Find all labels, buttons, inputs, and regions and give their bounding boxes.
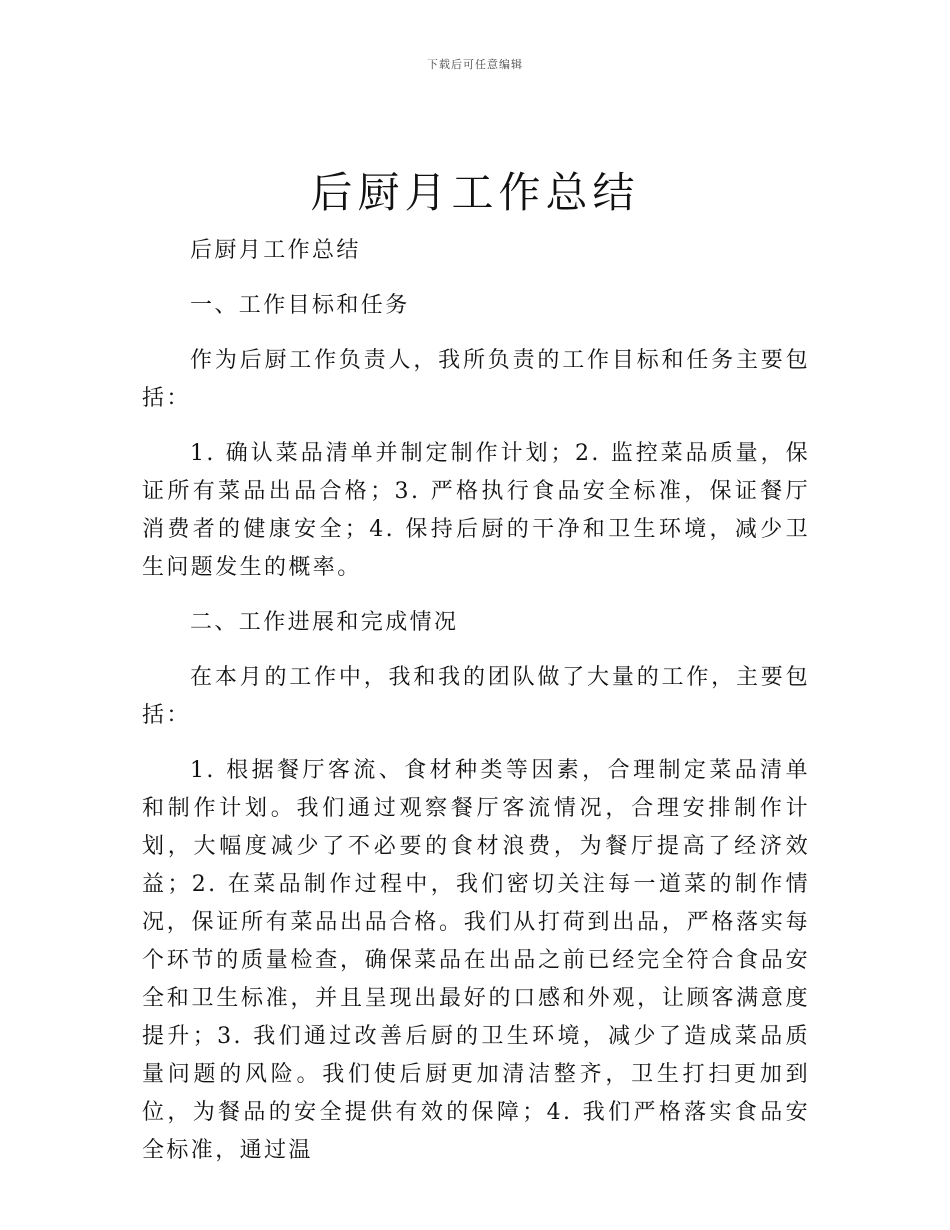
header-note: 下载后可任意编辑: [427, 58, 523, 71]
paragraph-goals-intro: 作为后厨工作负责人，我所负责的工作目标和任务主要包括：: [142, 348, 810, 411]
paragraph-progress-intro: 在本月的工作中，我和我的团队做了大量的工作，主要包括：: [142, 665, 810, 728]
paragraph-goals-list: 1. 确认菜品清单并制定制作计划；2. 监控菜品质量，保证所有菜品出品合格；3. 严格执行食品安全标准，保证餐厅消费者的健康安全；4. 保持后厨的干净和卫生环境，减少卫生问题发生的概率。: [142, 441, 810, 580]
paragraph-progress-list: 1. 根据餐厅客流、食材种类等因素，合理制定菜品清单和制作计划。我们通过观察餐厅客流情况，合理安排制作计划，大幅度减少了不必要的食材浪费，为餐厅提高了经济效益；2. 在菜品制作过程中，我们密切关注每一道菜的制作情况，保证所有菜品出品合格。我们从打荷到出品，严格落实每个环节的质量检查，确保菜品在出品之前已经完全符合食品安全和卫生标准，并且呈现出最好的口感和外观，让顾客满意度提升；3. 我们通过改善后厨的卫生环境，减少了造成菜品质量问题的风险。我们使后厨更加清洁整齐，卫生打扫更加到位，为餐品的安全提供有效的保障；4. 我们严格落实食品安全标准，通过温: [142, 758, 810, 1163]
section-heading-progress: 二、工作进展和完成情况: [190, 610, 459, 635]
document-title: 后厨月工作总结: [310, 168, 640, 217]
paragraph-subtitle: 后厨月工作总结: [190, 238, 361, 263]
section-heading-goals: 一、工作目标和任务: [190, 293, 410, 318]
document-body: [142, 232, 810, 1187]
